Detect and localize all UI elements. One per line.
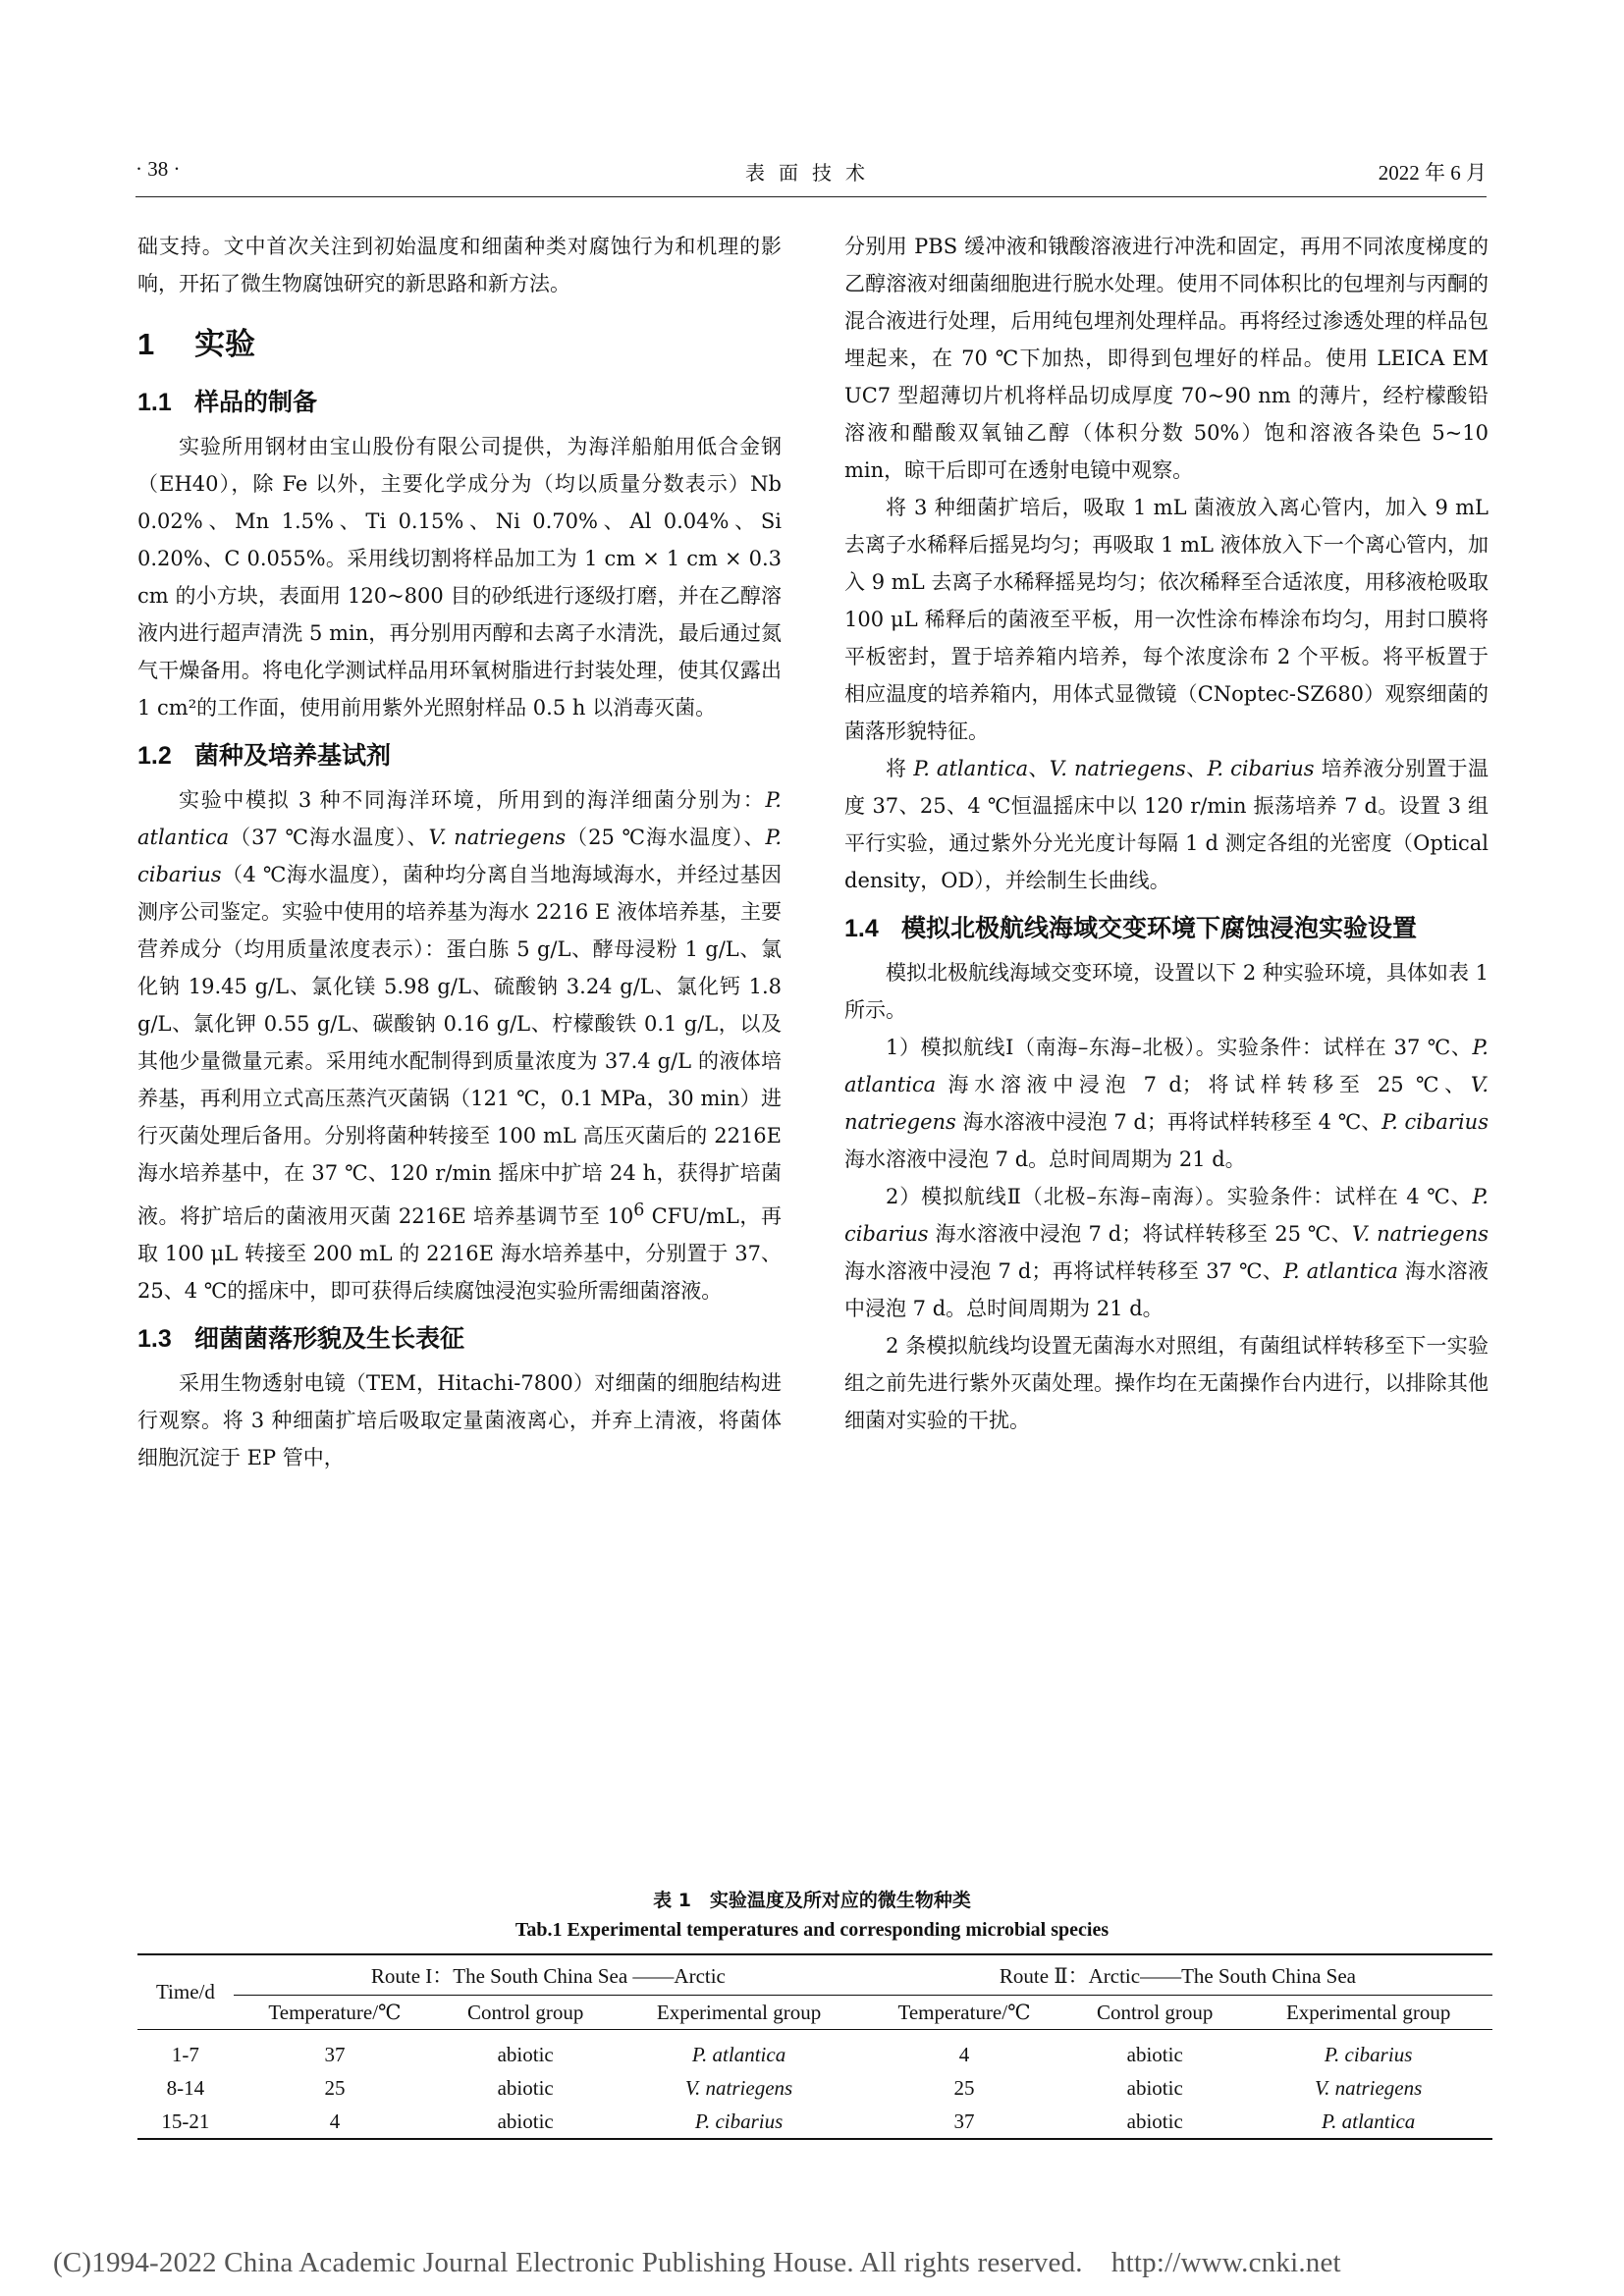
time-header: Time/d <box>137 1954 234 2030</box>
table-cell: P. cibarius <box>615 2105 863 2139</box>
route-2-paragraph: 2）模拟航线Ⅱ（北极–东海–南海）。实验条件：试样在 4 ℃、P. cibarius 海水溶液中浸泡 7 d；将试样转移至 25 ℃、V. natriegens 海水溶液中浸泡 7 d；再将试样转移至 37 ℃、P. atlantica 海水溶液中浸泡 7 d。总时间周期为 21 d。 <box>844 1185 1489 1320</box>
table-cell: abiotic <box>497 2042 554 2066</box>
table-cell: abiotic <box>1126 2042 1183 2066</box>
strain-medium-paragraph: 实验中模拟 3 种不同海洋环境，所用到的海洋细菌分别为：P. atlantica（37 ℃海水温度）、V. natriegens（25 ℃海水温度）、P. cibarius（4 ℃海水温度），菌种均分离自当地海域海水，并经过基因测序公司鉴定。实验中使用的培养基为海水 2216 E 液体培养基，主要营养成分（均用质量浓度表示）：蛋白胨 5 g/L、酵母浸粉 1 g/L、氯化钠 19.45 g/L、氯化镁 5.98 g/L、硫酸钠 3.24 g/L、氯化钙 1.8 g/L、氯化钾 0.55 g/L、碳酸钠 0.16 g/L、柠檬酸铁 0.1 g/L，以及其他少量微量元素。采用纯水配制得到质量浓度为 37.4 g/L 的液体培养基，再利用立式高压蒸汽灭菌锅（121 ℃，0.1 MPa，30 min）进行灭菌处理后备用。分别将菌种转接至 100 mL 高压灭菌后的 2216E 海水培养基中，在 37 ℃、120 r/min 摇床中扩培 24 h，获得扩培菌液。将扩培后的菌液用灭菌 2216E 培养基调节至 $10^6$ CFU/mL，再取 100 μL 转接至 200 mL 的 2216E 海水培养基中，分别置于 37、25、4 ℃的摇床中，即可获得后续腐蚀浸泡实验所需细菌溶液。 <box>137 788 783 1303</box>
table-cell: P. cibarius <box>1324 2042 1413 2066</box>
copyright-footer: (C)1994-2022 China Academic Journal Electronic Publishing House. All rights reserved. http://www.cnki.net <box>53 2247 1341 2278</box>
table-cell: V. natriegens <box>684 2075 793 2100</box>
column-header: Experimental group <box>1244 1996 1492 2030</box>
route-1-paragraph: 1）模拟航线Ⅰ（南海–东海–北极）。实验条件：试样在 37 ℃、P. atlantica 海水溶液中浸泡 7 d；将试样转移至 25 ℃、V. natriegens 海水溶液中浸泡 7 d；再将试样转移至 4 ℃、P. cibarius 海水溶液中浸泡 7 d。总时间周期为 21 d。 <box>844 1036 1489 1171</box>
section-1-3-heading: 1.3 细菌菌落形貌及生长表征 <box>137 1325 465 1353</box>
route-1-header: Route I：The South China Sea ——Arctic <box>234 1954 863 1996</box>
table-cell: abiotic <box>1126 2075 1183 2100</box>
section-1-4-heading: 1.4 模拟北极航线海域交变环境下腐蚀浸泡实验设置 <box>844 915 1418 942</box>
table-cell: 15-21 <box>137 2105 234 2139</box>
table-cell: abiotic <box>436 2105 615 2139</box>
section-1-heading: 1 实验 <box>137 327 255 361</box>
intro-paragraph: 础支持。文中首次关注到初始温度和细菌种类对腐蚀行为和机理的影响，开拓了微生物腐蚀研究的新思路和新方法。 <box>137 235 782 295</box>
sample-prep-paragraph: 实验所用钢材由宝山股份有限公司提供，为海洋船舶用低合金钢（EH40），除 Fe 以外，主要化学成分为（均以质量分数表示）Nb 0.02%、Mn 1.5%、Ti 0.15%、Ni 0.70%、Al 0.04%、Si 0.20%、C 0.055%。采用线切割将样品加工为 1 cm × 1 cm × 0.3 cm 的小方块，表面用 120~800 目的砂纸进行逐级打磨，并在乙醇溶液内进行超声清洗 5 min，再分别用丙醇和去离子水清洗，最后通过氮气干燥备用。将电化学测试样品用环氧树脂进行封装处理，使其仅露出 1 cm²的工作面，使用前用紫外光照射样品 0.5 h 以消毒灭菌。 <box>137 435 782 720</box>
section-1-1-heading: 1.1 样品的制备 <box>137 389 318 416</box>
right-column <box>844 228 1489 1439</box>
growth-curve-paragraph: 将 P. atlantica、V. natriegens、P. cibarius 培养液分别置于温度 37、25、4 ℃恒温摇床中以 120 r/min 振荡培养 7 d。设置 3 组平行实验，通过紫外分光光度计每隔 1 d 测定各组的光密度（Optical density，OD），并绘制生长曲线。 <box>844 757 1489 892</box>
column-header: Control group <box>1065 1996 1244 2030</box>
section-1-2-heading: 1.2 菌种及培养基试剂 <box>137 742 392 770</box>
table-row <box>137 2105 1492 2139</box>
table-row <box>137 2071 1492 2105</box>
route-2-header: Route Ⅱ：Arctic——The South China Sea <box>863 1954 1492 1996</box>
table-cell: 1-7 <box>171 2042 199 2066</box>
column-header: Temperature/℃ <box>863 1996 1065 2030</box>
tem-continued-paragraph: 分别用 PBS 缓冲液和锇酸溶液进行冲洗和固定，再用不同浓度梯度的乙醇溶液对细菌细胞进行脱水处理。使用不同体积比的包埋剂与丙酮的混合液进行处理，后用纯包埋剂处理样品。再将经过渗透处理的样品包埋起来，在 70 ℃下加热，即得到包埋好的样品。使用 LEICA EM UC7 型超薄切片机将样品切成厚度 70~90 nm 的薄片，经柠檬酸铅溶液和醋酸双氧铀乙醇（体积分数 50%）饱和溶液各染色 5~10 min，晾干后即可在透射电镜中观察。 <box>844 235 1489 482</box>
column-header: Temperature/℃ <box>234 1996 436 2030</box>
table-cell: 8-14 <box>166 2075 205 2100</box>
header-rule <box>135 196 1487 197</box>
table-row <box>137 2030 1492 2072</box>
issue-date: 2022 年 6 月 <box>1378 161 1487 185</box>
table-cell: 37 <box>324 2042 346 2066</box>
column-header: Control group <box>436 1996 615 2030</box>
column-header: Experimental group <box>615 1996 863 2030</box>
tem-paragraph: 采用生物透射电镜（TEM，Hitachi-7800）对细菌的细胞结构进行观察。将 3 种细菌扩培后吸取定量菌液离心，并弃上清液，将菌体细胞沉淀于 EP 管中， <box>137 1371 782 1469</box>
table-cell: 4 <box>958 2042 970 2066</box>
route-intro-paragraph: 模拟北极航线海域交变环境，设置以下 2 种实验环境，具体如表 1 所示。 <box>844 961 1489 1022</box>
journal-title: 表面技术 <box>745 161 879 185</box>
control-group-paragraph: 2 条模拟航线均设置无菌海水对照组，有菌组试样转移至下一实验组之前先进行紫外灭菌处理。操作均在无菌操作台内进行，以排除其他细菌对实验的干扰。 <box>844 1334 1489 1432</box>
colony-paragraph: 将 3 种细菌扩培后，吸取 1 mL 菌液放入离心管内，加入 9 mL 去离子水稀释后摇晃均匀；再吸取 1 mL 液体放入下一个离心管内，加入 9 mL 去离子水稀释摇晃均匀；依次稀释至合适浓度，用移液枪吸取 100 μL 稀释后的菌液至平板，用一次性涂布棒涂布均匀，用封口膜将平板密封，置于培养箱内培养，每个浓度涂布 2 个平板。将平板置于相应温度的培养箱内，用体式显微镜（CNoptec-SZ680）观察细菌的菌落形貌特征。 <box>844 496 1489 743</box>
table-cell: P. atlantica <box>691 2042 786 2066</box>
left-column <box>137 228 782 1476</box>
table-cell: abiotic <box>497 2075 554 2100</box>
table-cell: 25 <box>324 2075 346 2100</box>
table-cell: 37 <box>863 2105 1065 2139</box>
route-table <box>137 1953 1492 2140</box>
table-cell: 4 <box>234 2105 436 2139</box>
page-number: · 38 · <box>135 157 181 181</box>
table-caption-cn: 表 1 实验温度及所对应的微生物种类 <box>653 1890 971 1911</box>
table-cell: P. atlantica <box>1244 2105 1492 2139</box>
table-cell: abiotic <box>1065 2105 1244 2139</box>
table-cell: V. natriegens <box>1315 2075 1423 2100</box>
table-caption-en: Tab.1 Experimental temperatures and corresponding microbial species <box>514 1919 1110 1941</box>
table-cell: 25 <box>953 2075 975 2100</box>
